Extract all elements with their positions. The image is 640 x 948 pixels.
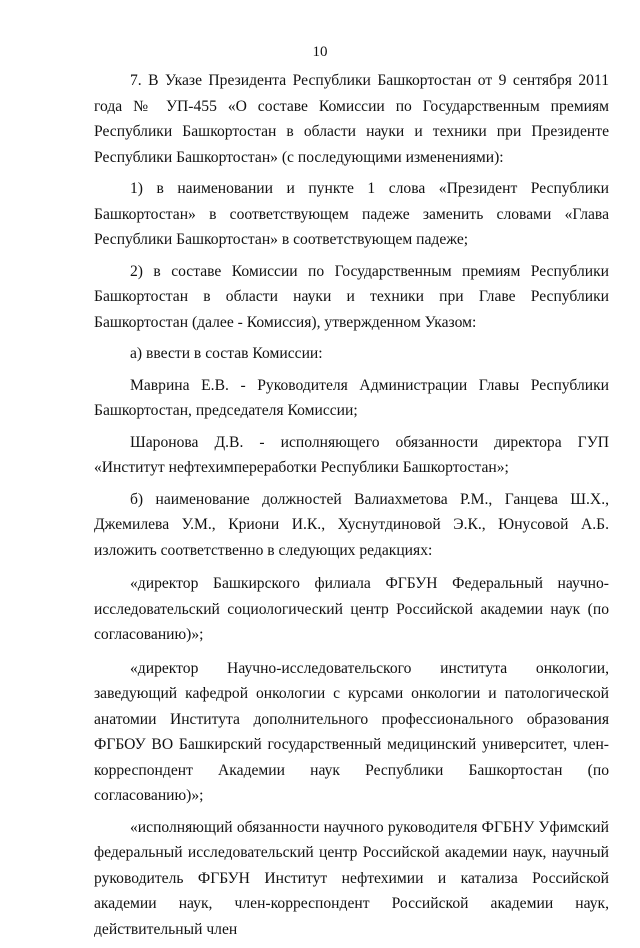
page-number: 10 [312,44,328,60]
paragraph-subitem-2: 2) в составе Комиссии по Государственным премиям Республики Башкортостан в области науки и техники при Главе Республики Башкортостан (далее - Комиссия), утвержденном Указом: [94,262,609,331]
paragraph-member-mavrin: Маврина Е.В. - Руководителя Администрации Главы Республики Башкортостан, председателя Комиссии; [94,376,609,419]
paragraph-item-7: 7. В Указе Президента Республики Башкортостан от 9 сентября 2011 года № УП-455 «О составе Комиссии по Государственным премиям Республики Башкортостан в области науки и техники при Президенте Республики Башкортостан» (с последующими изменениями): [94,72,609,166]
paragraph-subitem-1: 1) в наименовании и пункте 1 слова «Президент Республики Башкортостан» в соответствующем падеже заменить словами «Глава Республики Башкортостан» в соответствующем падеже; [94,180,609,248]
paragraph-member-sharonov: Шаронова Д.В. - исполняющего обязанности директора ГУП «Институт нефтехимпереработки Республики Башкортостан»; [94,433,609,476]
paragraph-quote-1: «директор Башкирского филиала ФГБУН Федеральный научно-исследовательский социологический центр Российской академии наук (по согласованию)»; [94,575,609,643]
paragraph-subitem-a: а) ввести в состав Комиссии: [130,345,323,362]
document-body [94,68,609,948]
paragraph-quote-3: «исполняющий обязанности научного руководителя ФГБНУ Уфимский федеральный исследовательский центр Российской академии наук, научный руководитель ФГБУН Институт нефтехимии и катализа Российской академии наук, член-корреспондент Российской академии наук, действительный член [94,818,609,938]
paragraph-subitem-b: б) наименование должностей Валиахметова Р.М., Ганцева Ш.Х., Джемилева У.М., Криони И.К., Хуснутдиновой Э.К., Юнусовой А.Б. изложить соответственно в следующих редакциях: [94,490,609,559]
paragraph-quote-2: «директор Научно-исследовательского института онкологии, заведующий кафедрой онкологии с курсами онкологии и патологической анатомии Института дополнительного профессионального образования ФГБОУ ВО Башкирский государственный медицинский университет, член-корреспондент Академии наук Республики Башкортостан (по согласованию)»; [94,659,609,804]
